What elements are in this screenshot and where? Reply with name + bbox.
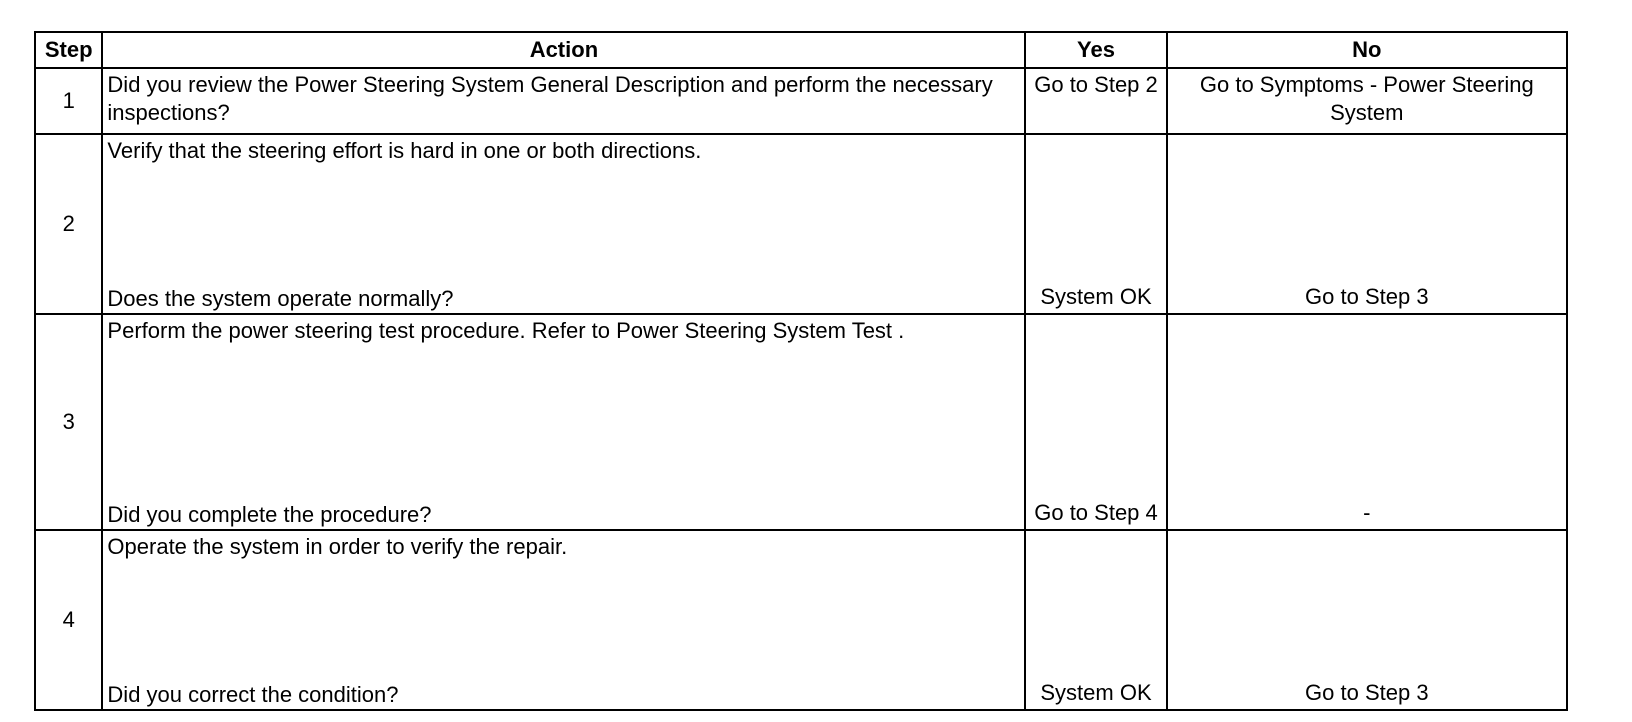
header-yes: Yes	[1025, 32, 1166, 68]
header-action: Action	[102, 32, 1025, 68]
action-text: Perform the power steering test procedure. Refer to Power Steering System Test .	[107, 318, 905, 344]
action-text: Verify that the steering effort is hard in one or both directions.	[107, 138, 702, 164]
yes-cell: System OK	[1025, 134, 1166, 314]
header-step: Step	[35, 32, 102, 68]
step-number: 3	[35, 314, 102, 530]
table-row	[35, 530, 1567, 710]
table-row	[35, 68, 1567, 134]
header-row	[35, 32, 1567, 68]
action-text: Did you review the Power Steering System General Description and perform the necessary inspections?	[107, 72, 993, 125]
header-no: No	[1167, 32, 1567, 68]
yes-cell: System OK	[1025, 530, 1166, 710]
step-number: 2	[35, 134, 102, 314]
action-question: Did you complete the procedure?	[107, 502, 432, 528]
no-cell: -	[1167, 314, 1567, 530]
table-row	[35, 314, 1567, 530]
action-question: Did you correct the condition?	[107, 682, 399, 707]
action-cell	[102, 68, 1025, 134]
action-cell	[102, 134, 1025, 314]
no-cell: Go to Symptoms - Power Steering System	[1167, 68, 1567, 134]
action-cell	[102, 530, 1025, 710]
action-text: Operate the system in order to verify the repair.	[107, 534, 568, 560]
no-cell: Go to Step 3	[1167, 530, 1567, 710]
action-question: Does the system operate normally?	[107, 286, 454, 312]
yes-cell: Go to Step 4	[1025, 314, 1166, 530]
action-cell	[102, 314, 1025, 530]
no-cell: Go to Step 3	[1167, 134, 1567, 314]
step-number: 1	[35, 68, 102, 134]
table-row	[35, 134, 1567, 314]
diagnostic-table	[34, 31, 1568, 711]
yes-cell: Go to Step 2	[1025, 68, 1166, 134]
step-number: 4	[35, 530, 102, 710]
